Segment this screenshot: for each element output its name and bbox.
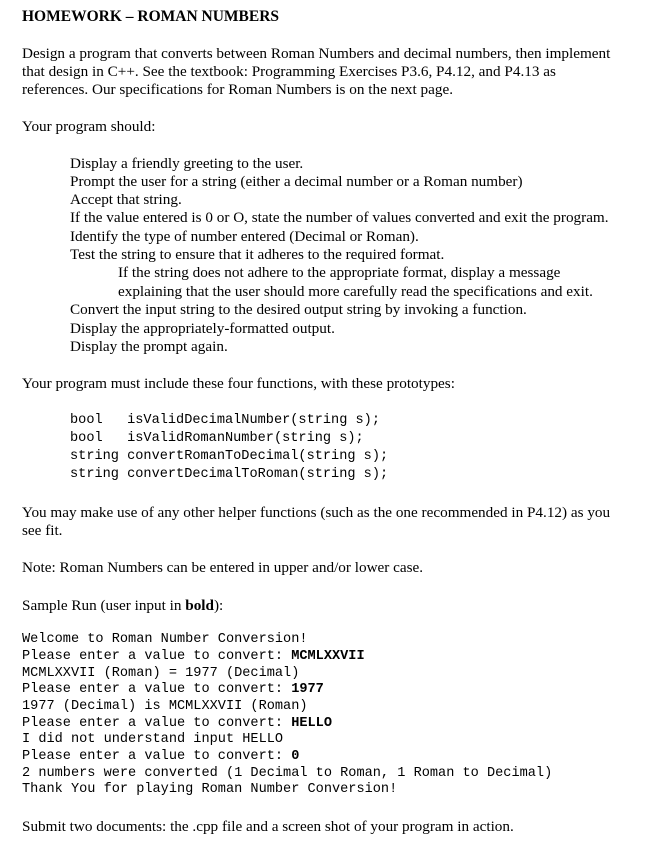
user-input: 1977 <box>291 682 324 697</box>
console-line <box>22 681 324 698</box>
requirement-item: Identify the type of number entered (Decimal or Roman). <box>70 228 419 245</box>
prototype-line: string convertRomanToDecimal(string s); <box>70 449 389 464</box>
requirement-item: If the value entered is 0 or O, state the number of values converted and exit the program. <box>70 209 609 226</box>
console-line <box>22 715 332 732</box>
intro-line: that design in C++. See the textbook: Programming Exercises P3.6, P4.12, and P4.13 as <box>22 63 556 80</box>
helpers-line: You may make use of any other helper functions (such as the one recommended in P4.12) as you <box>22 504 611 521</box>
console-prompt: Please enter a value to convert: <box>22 716 292 731</box>
user-input: MCMLXXVII <box>291 649 365 664</box>
requirement-item: Display a friendly greeting to the user. <box>70 155 304 172</box>
should-heading: Your program should: <box>22 118 156 135</box>
sample-heading-suffix: ): <box>213 597 224 614</box>
sample-heading-prefix: Sample Run (user input in <box>22 597 186 614</box>
requirement-subitem: If the string does not adhere to the appropriate format, display a message <box>118 264 561 281</box>
prototype-line: bool isValidDecimalNumber(string s); <box>70 413 380 428</box>
intro-line: Design a program that converts between Roman Numbers and decimal numbers, then implement <box>22 45 611 62</box>
prototype-line: bool isValidRomanNumber(string s); <box>70 431 364 446</box>
case-note: Note: Roman Numbers can be entered in upper and/or lower case. <box>22 559 424 576</box>
requirement-item: Accept that string. <box>70 191 182 208</box>
helpers-line: see fit. <box>22 522 63 539</box>
console-line: MCMLXXVII (Roman) = 1977 (Decimal) <box>22 666 300 681</box>
prototype-line: string convertDecimalToRoman(string s); <box>70 467 389 482</box>
console-line: 2 numbers were converted (1 Decimal to Roman, 1 Roman to Decimal) <box>22 766 553 781</box>
submit-instructions: Submit two documents: the .cpp file and a screen shot of your program in action. <box>22 818 514 835</box>
user-input: 0 <box>291 749 300 764</box>
page-title: HOMEWORK – ROMAN NUMBERS <box>22 8 280 25</box>
requirement-item: Test the string to ensure that it adheres to the required format. <box>70 246 445 263</box>
console-line: I did not understand input HELLO <box>22 732 284 747</box>
console-prompt: Please enter a value to convert: <box>22 749 292 764</box>
console-line: Thank You for playing Roman Number Conversion! <box>22 782 398 797</box>
console-prompt: Please enter a value to convert: <box>22 682 292 697</box>
intro-line: references. Our specifications for Roman Numbers is on the next page. <box>22 81 454 98</box>
console-prompt: Please enter a value to convert: <box>22 649 292 664</box>
requirement-item: Prompt the user for a string (either a decimal number or a Roman number) <box>70 173 523 190</box>
user-input: HELLO <box>291 716 332 731</box>
sample-heading <box>22 597 223 615</box>
console-line <box>22 648 365 665</box>
console-line: Welcome to Roman Number Conversion! <box>22 632 308 647</box>
console-line <box>22 748 299 765</box>
sample-heading-bold: bold <box>185 597 214 614</box>
requirement-item: Display the prompt again. <box>70 338 228 355</box>
requirement-subitem: explaining that the user should more carefully read the specifications and exit. <box>118 283 593 300</box>
requirement-item: Display the appropriately-formatted output. <box>70 320 335 337</box>
console-line: 1977 (Decimal) is MCMLXXVII (Roman) <box>22 699 308 714</box>
functions-heading: Your program must include these four functions, with these prototypes: <box>22 375 455 392</box>
requirement-item: Convert the input string to the desired output string by invoking a function. <box>70 301 527 318</box>
